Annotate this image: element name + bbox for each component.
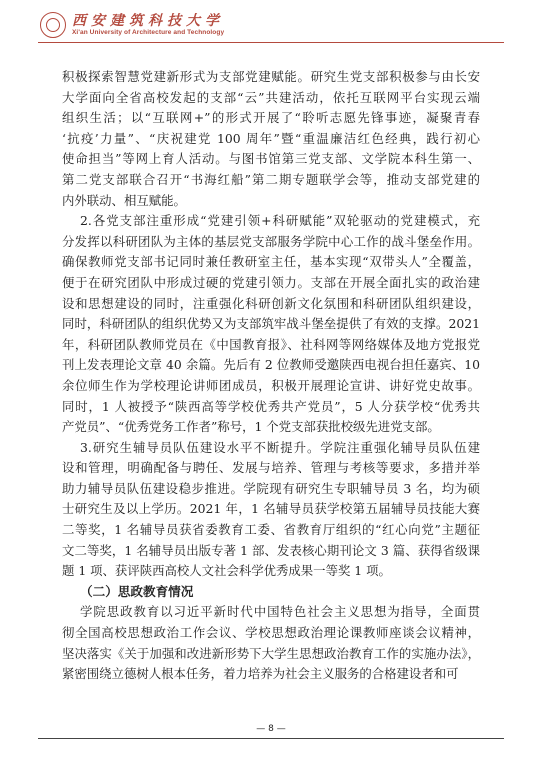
text-line: 题 1 项、获评陕西高校人文社会科学优秀成果一等奖 1 项。 <box>62 563 391 579</box>
text-line: 便于在研究团队中形成过硬的党建引领力。支部在开展全面扎实的政治建 <box>62 274 480 290</box>
text-line: 二等奖，1 名辅导员获省委教育工委、省教育厅组织的“红心向党”主题征 <box>62 522 480 538</box>
text-line: 内外联动、相互赋能。 <box>62 192 186 208</box>
text-line: 2.各党支部注重形成“党建引领+科研赋能”双轮驱动的党建模式，充 <box>80 213 480 229</box>
section-heading: （二）思政教育情况 <box>80 583 194 599</box>
university-name-en: Xi'an University of Architecture and Technology <box>72 29 225 36</box>
text-line: 文二等奖，1 名辅导员出版专著 1 部、发表核心期刊论文 3 篇、获得省级课 <box>62 542 480 558</box>
text-line: 产党员”、“优秀党务工作者”称号，1 个党支部获批校级先进党支部。 <box>62 419 440 435</box>
paragraph-2 <box>62 211 480 438</box>
paragraph-4 <box>62 602 480 684</box>
text-line: 同时，1 人被授予“陕西高等学校优秀共产党员”，5 人分获学校“优秀共 <box>62 398 480 414</box>
page-header <box>0 0 542 60</box>
text-line: 确保教师党支部书记同时兼任教研室主任，基本实现“双带头人”全覆盖， <box>62 254 480 270</box>
text-line: 大学面向全省高校发起的支部“云”共建活动，依托互联网平台实现云端 <box>62 89 480 105</box>
footer-divider <box>38 738 504 739</box>
text-line: 组织生活；以“互联网+”的形式开展了“聆听志愿先锋事迹，凝聚青春 <box>62 110 480 126</box>
text-line: 设和管理，明确配备与聘任、发展与培养、管理与考核等要求，多措并举 <box>62 460 480 476</box>
paragraph-3 <box>62 438 480 582</box>
text-line: 彻全国高校思想政治工作会议、学校思想政治理论课教师座谈会议精神， <box>62 625 480 641</box>
text-line: 学院思政教育以习近平新时代中国特色社会主义思想为指导，全面贯 <box>80 604 480 620</box>
text-line: 积极探索智慧党建新形式为支部党建赋能。研究生党支部积极参与由长安 <box>62 69 480 84</box>
text-line: 第二党支部联合召开“书海红船”第二期专题联学会等，推动支部党建的 <box>62 171 480 187</box>
text-line: 设和思想建设的同时，注重强化科研创新文化氛围和科研团队组织建设， <box>62 295 480 311</box>
university-logo-icon <box>40 12 66 38</box>
text-line: 3.研究生辅导员队伍建设水平不断提升。学院注重强化辅导员队伍建 <box>80 439 480 455</box>
text-line: 同时，科研团队的组织优势又为支部筑牢战斗堡垒提供了有效的支撑。2021 <box>62 316 480 332</box>
page-number: — 8 — <box>256 724 286 734</box>
text-line: 士研究生及以上学历。2021 年，1 名辅导员获学校第五届辅导员技能大赛 <box>62 501 480 517</box>
header-divider <box>38 42 504 43</box>
text-line: 助力辅导员队伍建设稳步推进。学院现有研究生专职辅导员 3 名，均为硕 <box>62 480 480 496</box>
text-line: 坚决落实《关于加强和改进新形势下大学生思想政治教育工作的实施办法》， <box>62 645 480 661</box>
text-line: ‘抗疫’力量”、“庆祝建党 100 周年”暨“重温廉洁红色经典，践行初心 <box>62 130 480 146</box>
text-line: 刊上发表理论文章 40 余篇。先后有 2 位教师受邀陕西电视台担任嘉宾、10 <box>62 357 480 373</box>
text-line: 分发挥以科研团队为主体的基层党支部服务学院中心工作的战斗堡垒作用。 <box>62 233 480 249</box>
text-line: 年，科研团队教师党员在《中国教育报》、社科网等网络媒体及地方党报党 <box>62 336 480 352</box>
university-name-cn: 西安建筑科技大学 <box>72 13 224 29</box>
paragraph-1 <box>62 67 480 211</box>
text-line: 余位师生作为学校理论讲师团成员，积极开展理论宣讲、讲好党史故事。 <box>62 377 480 393</box>
text-line: 紧密围绕立德树人根本任务，着力培养为社会主义服务的合格建设者和可 <box>62 666 459 682</box>
text-line: 使命担当”等网上育人活动。与图书馆第三党支部、文学院本科生第一、 <box>62 151 480 167</box>
document-body <box>62 67 480 685</box>
